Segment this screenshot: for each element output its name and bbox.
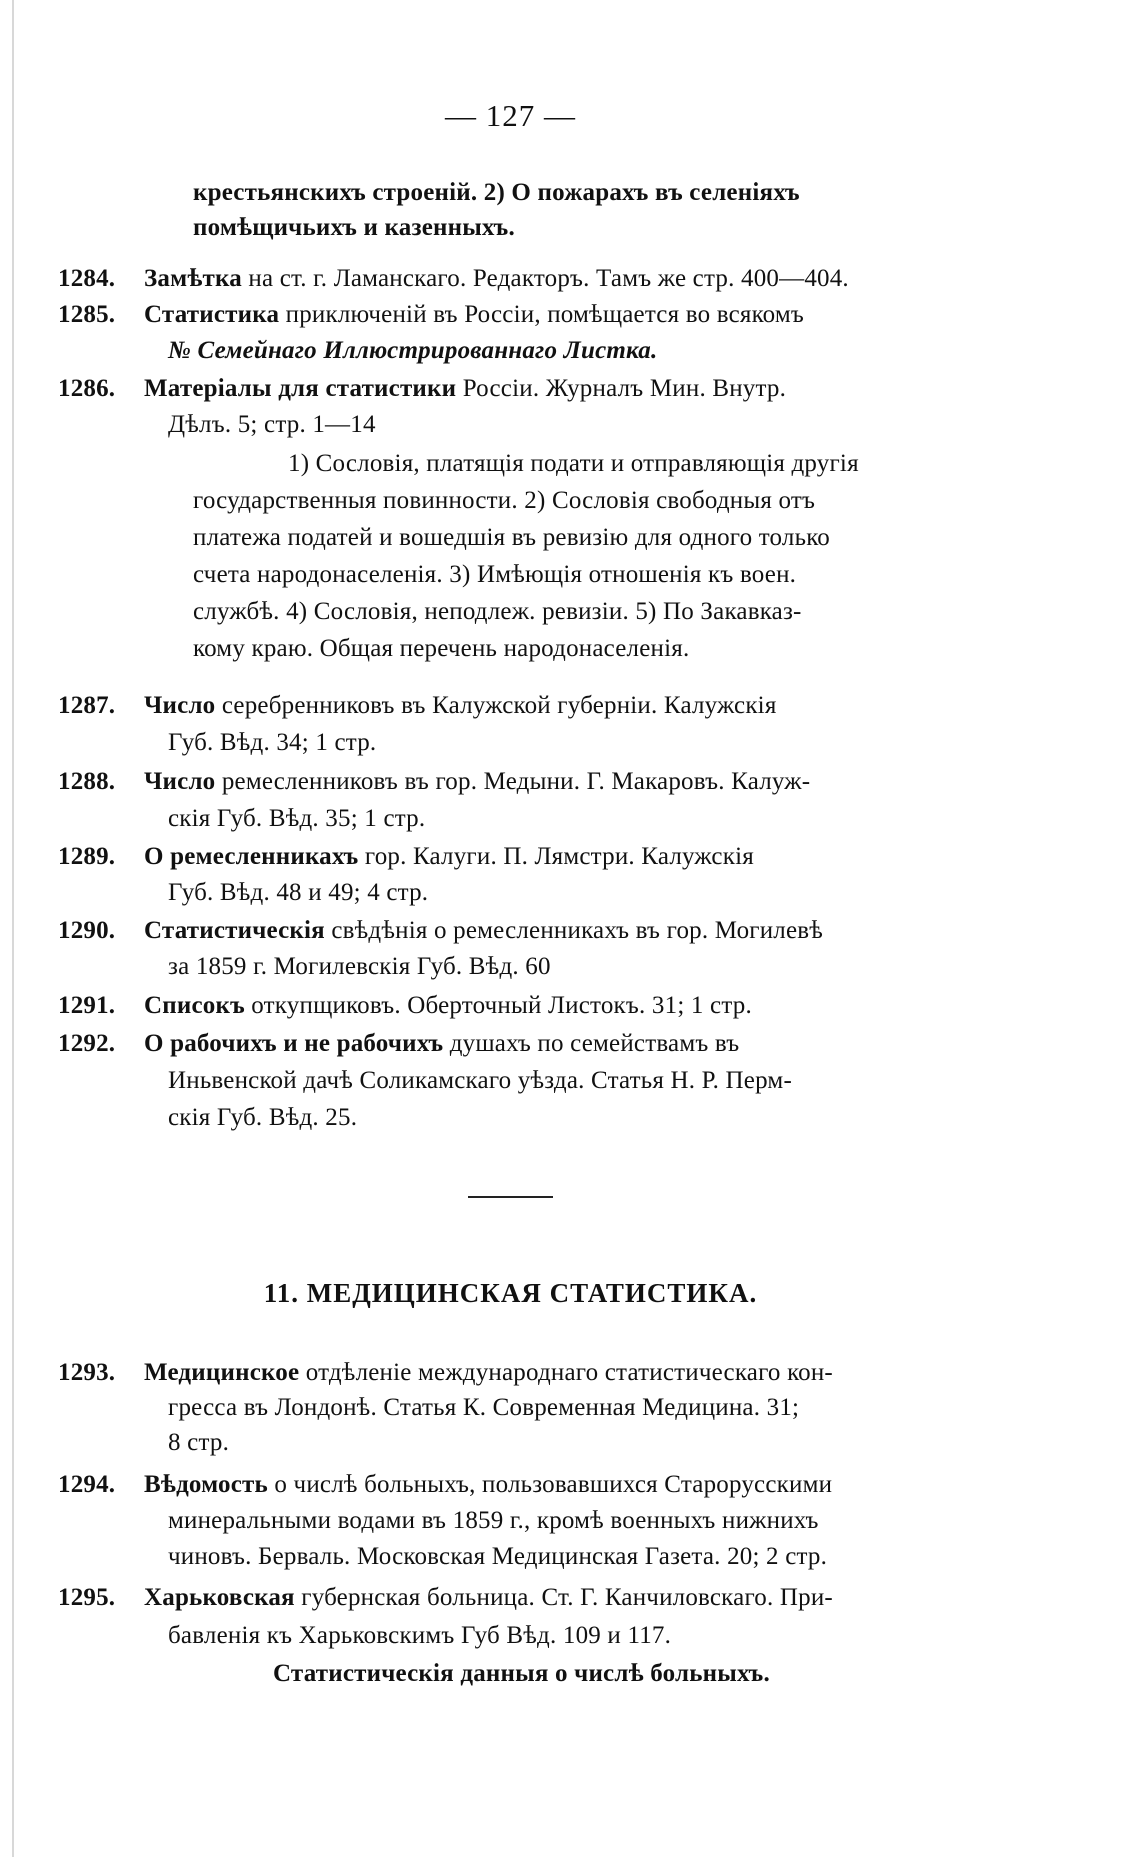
entry-1293-line-3: 8 стр. [168,1429,230,1456]
entry-1292 [58,1028,739,1060]
entry-text: Россіи. Журналъ Мин. Внутр. [462,375,787,402]
entry-1286-detail-3: платежа податей и вошедшія въ ревизію для одного только [193,524,830,551]
entry-1285-line-2: № Семейнаго Иллюстрированнаго Листка. [168,337,658,364]
entry-1286-line-2: Дѣлъ. 5; стр. 1—14 [168,411,376,438]
entry-1290 [58,915,823,947]
entry-title: Статистика [144,301,280,328]
entry-1286-detail-1: 1) Сословія, платящія подати и отправляющія другія [288,450,859,477]
entry-text: душахъ по семействамъ въ [449,1030,740,1057]
entry-title: Статистическія [144,917,325,944]
entry-number: 1290. [58,917,116,944]
entry-number: 1287. [58,692,116,719]
section-title: 11. МЕДИЦИНСКАЯ СТАТИСТИКА. [263,1278,758,1308]
entry-1294 [58,1469,832,1501]
entry-number: 1294. [58,1471,116,1498]
entry-1290-line-2: за 1859 г. Могилевскія Губ. Вѣд. 60 [168,953,551,980]
entry-1286-detail-6: кому краю. Общая перечень народонаселенія. [193,635,690,662]
entry-title: Харьковская [144,1584,295,1611]
entry-number: 1285. [58,301,116,328]
entry-text: на ст. г. Ламанскаго. Редакторъ. Тамъ же стр. 400—404. [248,265,849,292]
entry-number: 1286. [58,375,116,402]
entry-1291 [58,990,752,1022]
entry-text: серебренниковъ въ Калужской губерніи. Калужскія [221,692,777,719]
entry-1295-line-2: бавленія къ Харьковскимъ Губ Вѣд. 109 и 117. [168,1622,672,1649]
entry-text: о числѣ больныхъ, пользовавшихся Старорусскими [274,1471,833,1498]
entry-1286 [58,373,786,405]
entry-title: Матеріалы для статистики [144,375,457,402]
entry-title: Списокъ [144,992,245,1019]
entry-title: О ремесленникахъ [144,843,359,870]
entry-number: 1288. [58,768,116,795]
entry-text: приключеній въ Россіи, помѣщается во всякомъ [285,301,805,328]
entry-title: О рабочихъ и не рабочихъ [144,1030,444,1057]
entry-1286-detail-5: службѣ. 4) Сословія, неподлеж. ревизіи. 5) По Закавказ- [193,598,802,625]
entry-title: Число [144,692,216,719]
entry-title: Число [144,768,216,795]
entry-number: 1291. [58,992,116,1019]
entry-1285 [58,299,804,331]
entry-1294-line-2: минеральными водами въ 1859 г., кромѣ военныхъ нижнихъ [168,1507,819,1534]
entry-1293 [58,1357,833,1389]
entry-1284 [58,263,849,295]
entry-number: 1292. [58,1030,116,1057]
entry-1294-line-3: чиновъ. Берваль. Московская Медицинская Газета. 20; 2 стр. [168,1543,828,1570]
entry-1286-detail-2: государственныя повинности. 2) Сословія свободныя отъ [193,487,816,514]
entry-1289-line-2: Губ. Вѣд. 48 и 49; 4 стр. [168,879,429,906]
entry-text: ремесленниковъ въ гор. Медыни. Г. Макаровъ. Калуж- [221,768,811,795]
entry-1288-line-2: скія Губ. Вѣд. 35; 1 стр. [168,805,426,832]
entry-text: откупщиковъ. Оберточный Листокъ. 31; 1 стр. [251,992,752,1019]
entry-1286-detail-4: счета народонаселенія. 3) Имѣющія отношенія къ воен. [193,561,797,588]
entry-1293-line-2: гресса въ Лондонѣ. Статья К. Современная Медицина. 31; [168,1394,800,1421]
entry-1289 [58,841,754,873]
entry-number: 1293. [58,1359,116,1386]
entry-1287-line-2: Губ. Вѣд. 34; 1 стр. [168,729,377,756]
entry-1292-line-3: скія Губ. Вѣд. 25. [168,1104,358,1131]
entry-number: 1284. [58,265,116,292]
intro-line-2: помѣщичьихъ и казенныхъ. [193,214,515,241]
page-number: — 127 — [445,98,576,133]
entry-1295 [58,1582,833,1614]
entry-title: Вѣдомость [144,1471,268,1498]
entry-1287 [58,690,777,722]
entry-number: 1295. [58,1584,116,1611]
entry-text: свѣдѣнія о ремесленникахъ въ гор. Могилевѣ [331,917,824,944]
scan-edge-line [12,0,14,1857]
entry-text: гор. Калуги. П. Лямстри. Калужскія [364,843,754,870]
entry-1295-detail: Статистическія данныя о числѣ больныхъ. [273,1660,770,1687]
entry-1288 [58,766,810,798]
intro-line-1: крестьянскихъ строеній. 2) О пожарахъ въ селеніяхъ [193,179,800,206]
entry-text: отдѣленіе международнаго статистическаго кон- [305,1359,833,1386]
entry-text: губернская больница. Ст. Г. Канчиловскаго. При- [301,1584,833,1611]
section-divider [468,1196,553,1198]
entry-1292-line-2: Иньвенской дачѣ Соликамскаго уѣзда. Статья Н. Р. Перм- [168,1067,792,1094]
entry-title: Медицинское [144,1359,300,1386]
entry-title: Замѣтка [144,265,242,292]
entry-number: 1289. [58,843,116,870]
